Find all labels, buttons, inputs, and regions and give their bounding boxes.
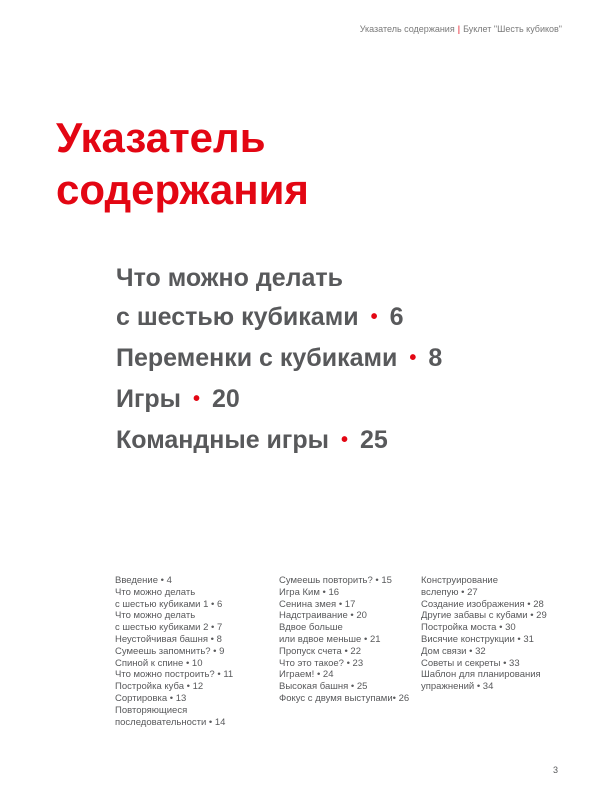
index-entry: вслепую • 27: [421, 586, 478, 598]
index-entry: Сумеешь повторить? • 15: [279, 575, 392, 586]
index-entry: Сумеешь запомнить? • 9: [115, 645, 225, 657]
index-entry: Постройка моста • 30: [421, 622, 516, 634]
index-entry: Создание изображения • 28: [421, 598, 544, 610]
index-column-2: [279, 575, 409, 705]
index-entry: Игра Ким • 16: [279, 586, 340, 598]
running-head: [360, 24, 562, 34]
index-entry: Надстраивание • 20: [279, 610, 367, 622]
section-page-number: 8: [428, 344, 443, 372]
index-entry: Другие забавы с кубами • 29: [421, 610, 547, 622]
page-title: [56, 112, 309, 216]
index-column-3: [421, 575, 547, 693]
page-title-line2: содержания: [56, 166, 309, 213]
section-title-text: Игры: [116, 385, 182, 413]
index-entry: с шестью кубиками 2 • 7: [115, 622, 223, 634]
section-title-line: [116, 421, 442, 462]
index-entry: Висячие конструкции • 31: [421, 633, 534, 645]
index-entry: Постройка куба • 12: [115, 681, 204, 693]
index-entry: с шестью кубиками 1 • 6: [115, 598, 223, 610]
index-entry: упражнений • 34: [421, 681, 494, 693]
index-entry: Фокус с двумя выступами• 26: [279, 692, 410, 704]
index-entry: Пропуск счета • 22: [279, 645, 361, 657]
bullet-dot-icon: •: [409, 347, 417, 369]
index-entry: Спиной к спине • 10: [115, 657, 203, 669]
section-page-number: 20: [212, 385, 240, 413]
index-entry: Что можно делать: [115, 586, 196, 598]
section-entry: [116, 259, 442, 339]
index-entry: Вдвое больше: [279, 622, 343, 634]
index-entry: Что это такое? • 23: [279, 657, 364, 669]
index-entry: последовательности • 14: [115, 716, 226, 728]
index-entry: Что можно делать: [115, 610, 196, 622]
index-entry: Повторяющиеся: [115, 704, 188, 716]
section-title-text: с шестью кубиками: [116, 303, 359, 331]
section-title-line: [116, 339, 442, 380]
index-entry: Дом связи • 32: [421, 645, 486, 657]
section-entry: [116, 380, 442, 421]
page-title-line1: Указатель: [56, 114, 266, 161]
section-page-number: 25: [359, 426, 388, 454]
index-entry: Шаблон для планирования: [421, 669, 541, 681]
index-entry: Введение • 4: [115, 575, 172, 586]
section-title-line: [116, 298, 442, 339]
index-entry: Советы и секреты • 33: [421, 657, 520, 669]
index-column-1: [115, 575, 233, 728]
index-entry: Играем! • 24: [279, 669, 334, 681]
running-head-section: Указатель содержания: [359, 24, 455, 34]
index-entry: Сенина змея • 17: [279, 598, 356, 610]
index-entry: Что можно построить? • 11: [115, 669, 234, 681]
section-list: [116, 259, 442, 462]
index-entry: Неустойчивая башня • 8: [115, 633, 222, 645]
index-entry: Высокая башня • 25: [279, 681, 368, 693]
bullet-dot-icon: •: [370, 306, 378, 328]
running-head-booklet: Буклет "Шесть кубиков": [463, 24, 562, 34]
section-title-line: Что можно делать: [116, 264, 344, 292]
index-entry: Сортировка • 13: [115, 692, 187, 704]
section-page-number: 6: [389, 303, 404, 331]
section-entry: [116, 421, 442, 462]
section-title-line: [116, 380, 442, 421]
section-title-text: Переменки с кубиками: [116, 344, 398, 372]
index-entry: Конструирование: [421, 575, 499, 586]
bullet-dot-icon: •: [193, 388, 201, 410]
index-entry: или вдвое меньше • 21: [279, 633, 381, 645]
section-title-text: Командные игры: [116, 426, 329, 454]
section-entry: [116, 339, 442, 380]
page-number: 3: [552, 765, 558, 775]
running-head-separator: |: [457, 24, 461, 34]
bullet-dot-icon: •: [340, 429, 348, 451]
